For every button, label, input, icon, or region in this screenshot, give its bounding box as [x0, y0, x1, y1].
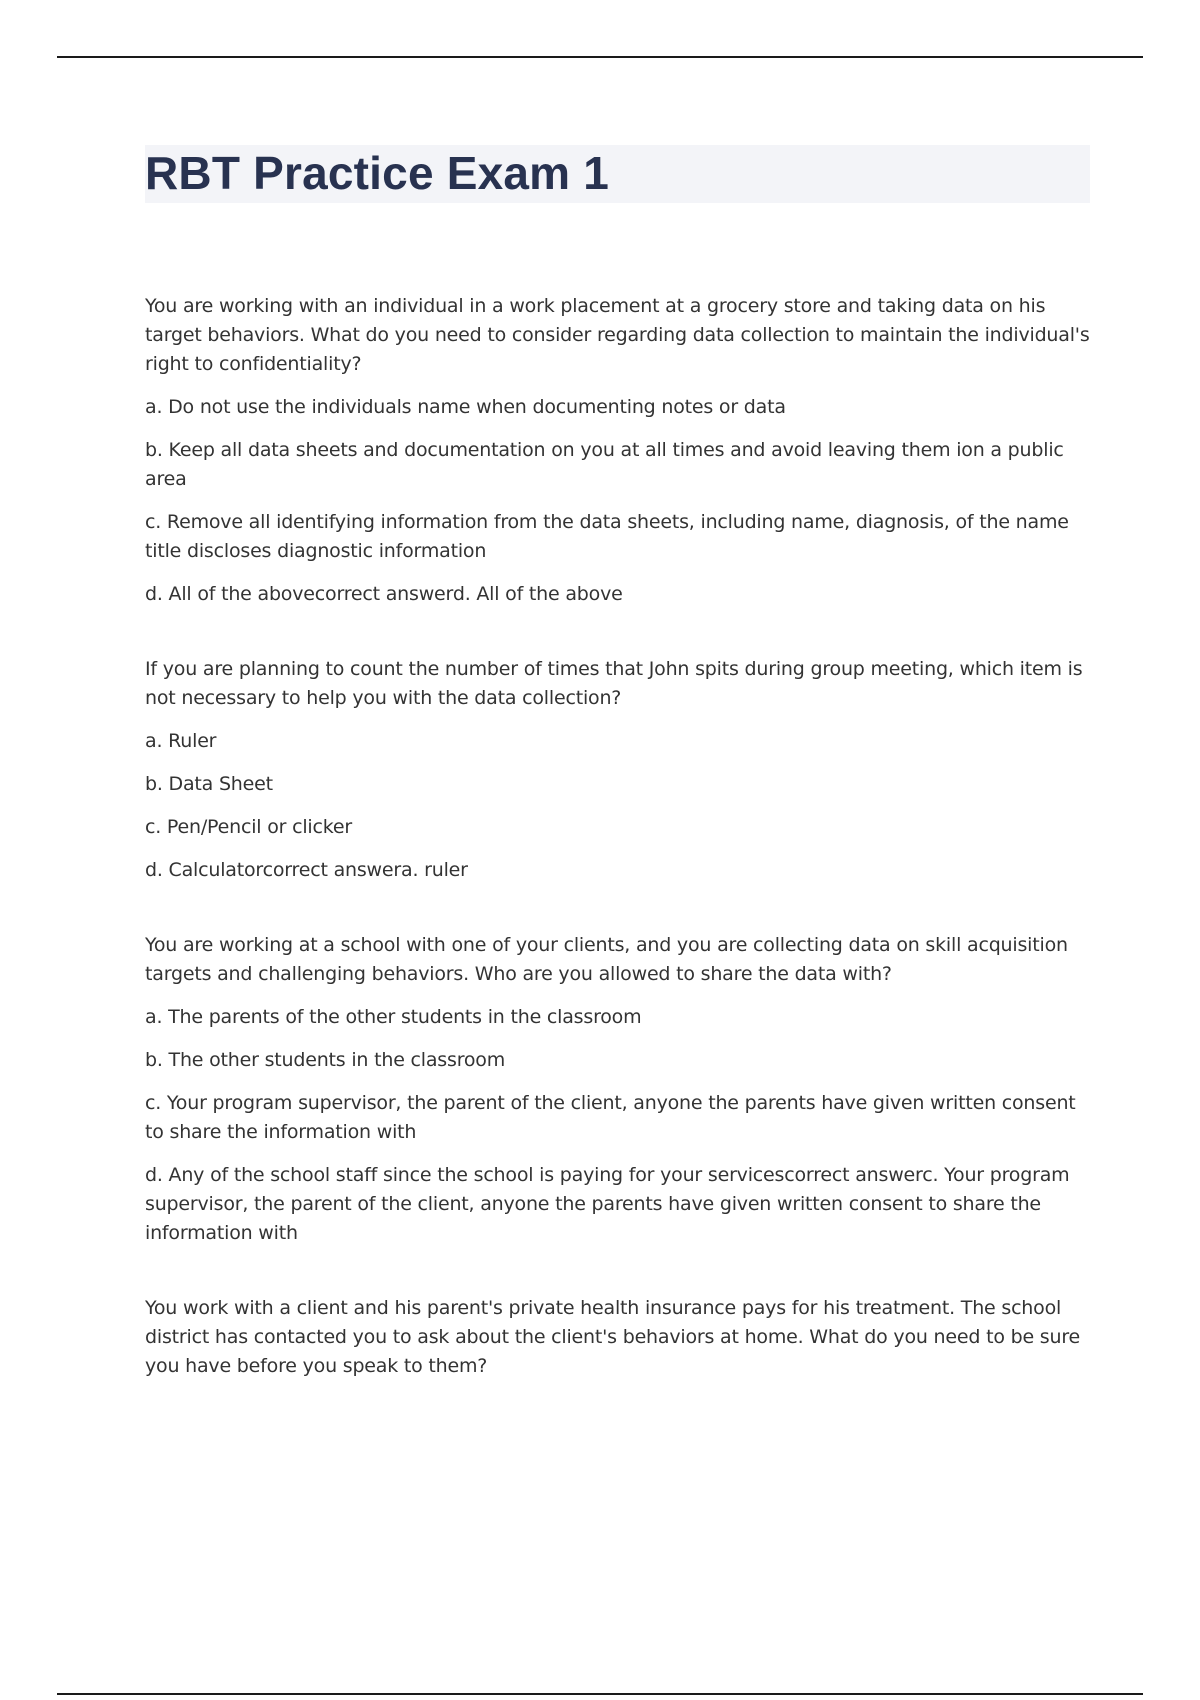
question-text: If you are planning to count the number of times that John spits during group meeting, which item is not necessary to help you with the data collection? [145, 658, 1083, 709]
answer-option: c. Remove all identifying information from the data sheets, including name, diagnosis, of the name title discloses diagnostic information [145, 511, 1069, 562]
question-text: You are working with an individual in a work placement at a grocery store and taking data on his target behaviors. What do you need to consider regarding data collection to maintain the individual's right to confidentiality? [145, 295, 1090, 375]
top-rule [57, 56, 1143, 58]
page-title: RBT Practice Exam 1 [145, 147, 610, 199]
question-block [145, 292, 1090, 609]
answer-option: c. Your program supervisor, the parent of the client, anyone the parents have given written consent to share the information with [145, 1092, 1076, 1143]
question-block [145, 931, 1090, 1248]
answer-option: a. Do not use the individuals name when documenting notes or data [145, 396, 786, 418]
answer-option: b. Keep all data sheets and documentation on you at all times and avoid leaving them ion a public area [145, 439, 1064, 490]
answer-option: b. Data Sheet [145, 773, 273, 795]
answer-option: a. Ruler [145, 730, 217, 752]
answer-option: d. Any of the school staff since the school is paying for your servicescorrect answerc. Your program supervisor, the parent of the client, anyone the parents have given written consent to share the information with [145, 1164, 1070, 1244]
question-list [145, 292, 1090, 1395]
question-block [145, 655, 1090, 885]
answer-option: a. The parents of the other students in the classroom [145, 1006, 642, 1028]
question-text: You are working at a school with one of your clients, and you are collecting data on skill acquisition targets and challenging behaviors. Who are you allowed to share the data with? [145, 934, 1068, 985]
answer-option: d. All of the abovecorrect answerd. All of the above [145, 583, 623, 605]
answer-option: c. Pen/Pencil or clicker [145, 816, 352, 838]
question-text: You work with a client and his parent's private health insurance pays for his treatment. The school district has contacted you to ask about the client's behaviors at home. What do you need to be sure you have before you speak to them? [145, 1297, 1080, 1377]
answer-option: d. Calculatorcorrect answera. ruler [145, 859, 468, 881]
answer-option: b. The other students in the classroom [145, 1049, 506, 1071]
question-block [145, 1294, 1090, 1381]
bottom-rule [57, 1693, 1143, 1695]
